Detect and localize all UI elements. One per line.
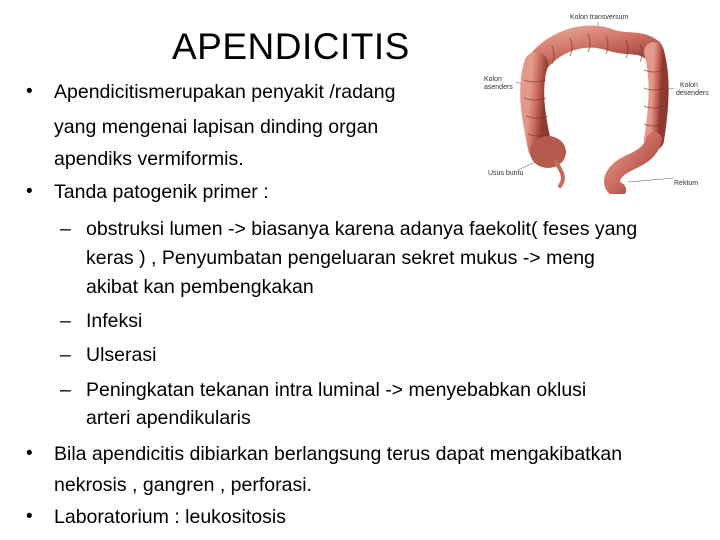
- dash-icon: –: [60, 379, 71, 401]
- bullet-1-line-3: apendiks vermiformis.: [54, 148, 244, 170]
- bullet-1-line-2: yang mengenai lapisan dinding organ: [54, 116, 379, 138]
- sub-bullet-1-line-3: akibat kan pembengkakan: [86, 276, 314, 298]
- sub-bullet-1-line-1: obstruksi lumen -> biasanya karena adanya faekolit( feses yang: [86, 218, 638, 240]
- label-descending-colon-1: Kolon: [680, 82, 698, 89]
- bullet-icon: •: [26, 506, 33, 527]
- label-ascending-colon-1: Kolon: [484, 76, 502, 83]
- colon-anatomy-icon: [478, 10, 714, 194]
- slide-title: APENDICITIS: [172, 26, 410, 67]
- sub-bullet-2-line-1: Infeksi: [86, 310, 143, 332]
- bullet-2-line-1: Tanda patogenik primer :: [54, 181, 269, 203]
- bullet-3-line-2: nekrosis , gangren , perforasi.: [54, 474, 312, 496]
- sub-bullet-4-line-2: arteri apendikularis: [86, 407, 251, 429]
- bullet-1-line-1: Apendicitismerupakan penyakit /radang: [54, 81, 396, 103]
- colon-anatomy-figure: [478, 10, 714, 194]
- bullet-3-line-1: Bila apendicitis dibiarkan berlangsung terus dapat mengakibatkan: [54, 443, 623, 465]
- label-descending-colon-2: desenders: [676, 90, 709, 97]
- bullet-icon: •: [26, 443, 33, 464]
- label-appendix: Usus buntu: [488, 170, 524, 177]
- bullet-icon: •: [26, 81, 33, 102]
- label-rectum: Rektum: [674, 180, 699, 187]
- sub-bullet-4-line-1: Peningkatan tekanan intra luminal -> menyebabkan oklusi: [86, 379, 587, 401]
- dash-icon: –: [60, 218, 71, 240]
- sub-bullet-3-line-1: Ulserasi: [86, 344, 157, 366]
- bullet-4-line-1: Laboratorium : leukositosis: [54, 506, 286, 528]
- label-ascending-colon-2: asenders: [484, 84, 513, 91]
- bullet-icon: •: [26, 181, 33, 202]
- sub-bullet-1-line-2: keras ) , Penyumbatan pengeluaran sekret mukus -> meng: [86, 247, 595, 269]
- label-transverse-colon: Kolon transversum: [570, 14, 629, 21]
- dash-icon: –: [60, 310, 71, 332]
- dash-icon: –: [60, 344, 71, 366]
